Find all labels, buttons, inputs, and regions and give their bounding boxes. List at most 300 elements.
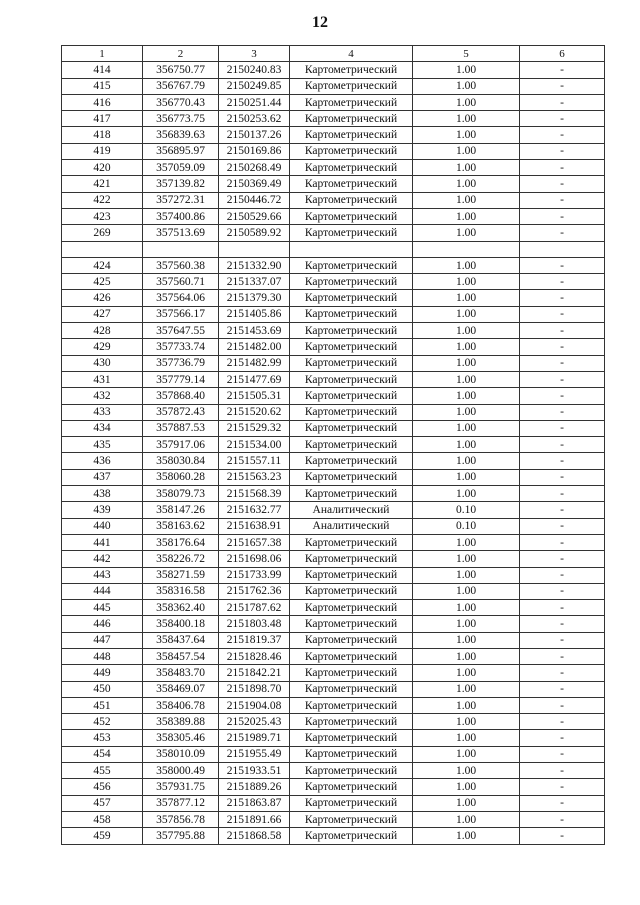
table-row [62,404,605,420]
point-number-cell: 456 [62,779,143,795]
y-coordinate-cell: 2151657.38 [219,534,290,550]
accuracy-cell: 1.00 [413,274,520,290]
x-coordinate-cell: 357272.31 [143,192,219,208]
x-coordinate-cell: 358163.62 [143,518,219,534]
accuracy-cell: 1.00 [413,616,520,632]
table-row [62,648,605,664]
x-coordinate-cell: 357868.40 [143,388,219,404]
note-cell: - [520,208,605,224]
point-number-cell: 442 [62,551,143,567]
method-cell: Картометрический [290,160,413,176]
note-cell: - [520,681,605,697]
y-coordinate-cell: 2151482.99 [219,355,290,371]
y-coordinate-cell: 2150589.92 [219,225,290,241]
method-cell: Картометрический [290,127,413,143]
note-cell: - [520,600,605,616]
table-row [62,616,605,632]
point-number-cell: 455 [62,763,143,779]
table-row [62,600,605,616]
y-coordinate-cell: 2150240.83 [219,62,290,78]
method-cell: Картометрический [290,486,413,502]
x-coordinate-cell: 357564.06 [143,290,219,306]
table-row [62,257,605,273]
y-coordinate-cell: 2151889.26 [219,779,290,795]
point-number-cell: 426 [62,290,143,306]
note-cell: - [520,746,605,762]
header-col-2: 2 [143,46,219,62]
note-cell: - [520,697,605,713]
x-coordinate-cell: 356773.75 [143,111,219,127]
accuracy-cell: 1.00 [413,420,520,436]
table-row [62,192,605,208]
table-row [62,681,605,697]
method-cell: Картометрический [290,648,413,664]
point-number-cell: 447 [62,632,143,648]
point-number-cell: 439 [62,502,143,518]
x-coordinate-cell: 357560.71 [143,274,219,290]
point-number-cell: 421 [62,176,143,192]
accuracy-cell: 1.00 [413,306,520,322]
table-row [62,208,605,224]
y-coordinate-cell: 2151405.86 [219,306,290,322]
method-cell: Картометрический [290,290,413,306]
accuracy-cell: 1.00 [413,469,520,485]
table-row [62,339,605,355]
method-cell: Картометрический [290,665,413,681]
method-cell: Картометрический [290,371,413,387]
method-cell: Картометрический [290,600,413,616]
table-row [62,78,605,94]
note-cell: - [520,127,605,143]
table-row [62,763,605,779]
accuracy-cell: 1.00 [413,714,520,730]
x-coordinate-cell: 357566.17 [143,306,219,322]
method-cell [290,241,413,257]
point-number-cell: 445 [62,600,143,616]
y-coordinate-cell: 2151863.87 [219,795,290,811]
note-cell: - [520,94,605,110]
point-number-cell: 441 [62,534,143,550]
note-cell: - [520,469,605,485]
note-cell: - [520,665,605,681]
point-number-cell: 457 [62,795,143,811]
y-coordinate-cell: 2151842.21 [219,665,290,681]
table-row [62,371,605,387]
accuracy-cell: 1.00 [413,795,520,811]
point-number-cell: 423 [62,208,143,224]
table-row [62,469,605,485]
method-cell: Картометрический [290,828,413,844]
point-number-cell: 433 [62,404,143,420]
point-number-cell: 420 [62,160,143,176]
x-coordinate-cell: 358079.73 [143,486,219,502]
x-coordinate-cell: 357400.86 [143,208,219,224]
y-coordinate-cell: 2151332.90 [219,257,290,273]
note-cell: - [520,828,605,844]
point-number-cell: 449 [62,665,143,681]
table-row [62,551,605,567]
table-row [62,306,605,322]
method-cell: Картометрический [290,811,413,827]
table-row [62,420,605,436]
note-cell: - [520,730,605,746]
note-cell: - [520,616,605,632]
y-coordinate-cell: 2151787.62 [219,600,290,616]
x-coordinate-cell: 358316.58 [143,583,219,599]
x-coordinate-cell: 357877.12 [143,795,219,811]
table-row [62,534,605,550]
point-number-cell [62,241,143,257]
point-number-cell: 419 [62,143,143,159]
method-cell: Картометрический [290,583,413,599]
x-coordinate-cell: 357647.55 [143,323,219,339]
table-row [62,779,605,795]
y-coordinate-cell: 2151933.51 [219,763,290,779]
table-row [62,502,605,518]
table-row [62,583,605,599]
method-cell: Картометрический [290,714,413,730]
y-coordinate-cell: 2151803.48 [219,616,290,632]
point-number-cell: 459 [62,828,143,844]
y-coordinate-cell: 2152025.43 [219,714,290,730]
x-coordinate-cell: 356839.63 [143,127,219,143]
x-coordinate-cell: 356770.43 [143,94,219,110]
method-cell: Картометрический [290,763,413,779]
header-col-3: 3 [219,46,290,62]
accuracy-cell: 1.00 [413,567,520,583]
accuracy-cell: 1.00 [413,551,520,567]
note-cell [520,241,605,257]
method-cell: Картометрический [290,616,413,632]
point-number-cell: 427 [62,306,143,322]
table-row [62,632,605,648]
point-number-cell: 417 [62,111,143,127]
point-number-cell: 432 [62,388,143,404]
table-row [62,143,605,159]
method-cell: Картометрический [290,534,413,550]
point-number-cell: 425 [62,274,143,290]
table-body [62,62,605,844]
accuracy-cell: 1.00 [413,371,520,387]
note-cell: - [520,306,605,322]
note-cell: - [520,192,605,208]
method-cell: Картометрический [290,78,413,94]
method-cell: Картометрический [290,274,413,290]
accuracy-cell: 1.00 [413,339,520,355]
table-row [62,828,605,844]
accuracy-cell: 1.00 [413,176,520,192]
accuracy-cell: 1.00 [413,648,520,664]
point-number-cell: 443 [62,567,143,583]
y-coordinate-cell: 2151453.69 [219,323,290,339]
method-cell: Картометрический [290,111,413,127]
accuracy-cell: 1.00 [413,632,520,648]
y-coordinate-cell [219,241,290,257]
method-cell: Картометрический [290,388,413,404]
method-cell: Картометрический [290,176,413,192]
y-coordinate-cell: 2151698.06 [219,551,290,567]
table-row [62,746,605,762]
note-cell: - [520,795,605,811]
accuracy-cell: 1.00 [413,323,520,339]
x-coordinate-cell: 356767.79 [143,78,219,94]
method-cell: Картометрический [290,420,413,436]
table-row [62,94,605,110]
note-cell: - [520,534,605,550]
point-number-cell: 431 [62,371,143,387]
table-row [62,160,605,176]
table-row [62,225,605,241]
point-number-cell: 430 [62,355,143,371]
table-row [62,388,605,404]
note-cell: - [520,502,605,518]
accuracy-cell: 1.00 [413,404,520,420]
note-cell: - [520,453,605,469]
point-number-cell: 269 [62,225,143,241]
accuracy-cell: 1.00 [413,437,520,453]
y-coordinate-cell: 2150253.62 [219,111,290,127]
accuracy-cell: 1.00 [413,763,520,779]
y-coordinate-cell: 2151477.69 [219,371,290,387]
point-number-cell: 435 [62,437,143,453]
note-cell: - [520,404,605,420]
coordinates-table [61,45,605,845]
table-row [62,567,605,583]
method-cell: Аналитический [290,518,413,534]
y-coordinate-cell: 2150369.49 [219,176,290,192]
x-coordinate-cell: 358147.26 [143,502,219,518]
point-number-cell: 422 [62,192,143,208]
x-coordinate-cell: 358000.49 [143,763,219,779]
accuracy-cell: 1.00 [413,127,520,143]
accuracy-cell: 1.00 [413,225,520,241]
table-row [62,665,605,681]
note-cell: - [520,486,605,502]
x-coordinate-cell: 358176.64 [143,534,219,550]
point-number-cell: 424 [62,257,143,273]
accuracy-cell: 1.00 [413,697,520,713]
method-cell: Картометрический [290,437,413,453]
method-cell: Картометрический [290,730,413,746]
accuracy-cell: 1.00 [413,583,520,599]
note-cell: - [520,257,605,273]
x-coordinate-cell: 358362.40 [143,600,219,616]
page-number: 12 [312,14,328,31]
accuracy-cell: 1.00 [413,665,520,681]
y-coordinate-cell: 2151337.07 [219,274,290,290]
accuracy-cell: 0.10 [413,518,520,534]
y-coordinate-cell: 2151891.66 [219,811,290,827]
y-coordinate-cell: 2151989.71 [219,730,290,746]
note-cell: - [520,225,605,241]
y-coordinate-cell: 2151563.23 [219,469,290,485]
y-coordinate-cell: 2151482.00 [219,339,290,355]
y-coordinate-cell: 2151632.77 [219,502,290,518]
table-row [62,795,605,811]
method-cell: Аналитический [290,502,413,518]
x-coordinate-cell: 358060.28 [143,469,219,485]
y-coordinate-cell: 2151520.62 [219,404,290,420]
x-coordinate-cell: 358226.72 [143,551,219,567]
accuracy-cell: 1.00 [413,600,520,616]
x-coordinate-cell: 358457.54 [143,648,219,664]
method-cell: Картометрический [290,404,413,420]
x-coordinate-cell: 356895.97 [143,143,219,159]
table-row [62,811,605,827]
table-row [62,730,605,746]
note-cell: - [520,323,605,339]
note-cell: - [520,78,605,94]
note-cell: - [520,388,605,404]
x-coordinate-cell [143,241,219,257]
x-coordinate-cell: 358437.64 [143,632,219,648]
note-cell: - [520,339,605,355]
y-coordinate-cell: 2151529.32 [219,420,290,436]
point-number-cell: 440 [62,518,143,534]
x-coordinate-cell: 358010.09 [143,746,219,762]
method-cell: Картометрический [290,697,413,713]
accuracy-cell: 1.00 [413,355,520,371]
point-number-cell: 436 [62,453,143,469]
accuracy-cell: 1.00 [413,746,520,762]
table-row [62,355,605,371]
table-header-row [62,46,605,62]
accuracy-cell: 1.00 [413,681,520,697]
point-number-cell: 451 [62,697,143,713]
header-col-4: 4 [290,46,413,62]
note-cell: - [520,779,605,795]
point-number-cell: 458 [62,811,143,827]
y-coordinate-cell: 2150251.44 [219,94,290,110]
y-coordinate-cell: 2151898.70 [219,681,290,697]
note-cell: - [520,648,605,664]
x-coordinate-cell: 357887.53 [143,420,219,436]
accuracy-cell: 1.00 [413,388,520,404]
accuracy-cell: 1.00 [413,208,520,224]
point-number-cell: 416 [62,94,143,110]
method-cell: Картометрический [290,306,413,322]
method-cell: Картометрический [290,795,413,811]
note-cell: - [520,290,605,306]
point-number-cell: 437 [62,469,143,485]
accuracy-cell: 1.00 [413,160,520,176]
x-coordinate-cell: 358406.78 [143,697,219,713]
accuracy-cell [413,241,520,257]
x-coordinate-cell: 357560.38 [143,257,219,273]
method-cell: Картометрический [290,62,413,78]
method-cell: Картометрический [290,225,413,241]
x-coordinate-cell: 358271.59 [143,567,219,583]
point-number-cell: 414 [62,62,143,78]
table-row [62,62,605,78]
x-coordinate-cell: 358030.84 [143,453,219,469]
method-cell: Картометрический [290,551,413,567]
y-coordinate-cell: 2151568.39 [219,486,290,502]
point-number-cell: 446 [62,616,143,632]
x-coordinate-cell: 357513.69 [143,225,219,241]
point-number-cell: 450 [62,681,143,697]
y-coordinate-cell: 2151733.99 [219,567,290,583]
y-coordinate-cell: 2151828.46 [219,648,290,664]
accuracy-cell: 1.00 [413,143,520,159]
point-number-cell: 415 [62,78,143,94]
accuracy-cell: 1.00 [413,290,520,306]
table-row [62,486,605,502]
x-coordinate-cell: 356750.77 [143,62,219,78]
method-cell: Картометрический [290,339,413,355]
point-number-cell: 438 [62,486,143,502]
method-cell: Картометрический [290,779,413,795]
method-cell: Картометрический [290,355,413,371]
table-row [62,290,605,306]
accuracy-cell: 1.00 [413,534,520,550]
point-number-cell: 428 [62,323,143,339]
x-coordinate-cell: 357059.09 [143,160,219,176]
note-cell: - [520,160,605,176]
point-number-cell: 444 [62,583,143,599]
accuracy-cell: 1.00 [413,94,520,110]
accuracy-cell: 1.00 [413,192,520,208]
method-cell: Картометрический [290,746,413,762]
method-cell: Картометрический [290,143,413,159]
note-cell: - [520,567,605,583]
y-coordinate-cell: 2151762.36 [219,583,290,599]
x-coordinate-cell: 358305.46 [143,730,219,746]
header-col-1: 1 [62,46,143,62]
table-row [62,714,605,730]
x-coordinate-cell: 357779.14 [143,371,219,387]
table-row [62,518,605,534]
y-coordinate-cell: 2150137.26 [219,127,290,143]
accuracy-cell: 1.00 [413,828,520,844]
header-col-5: 5 [413,46,520,62]
point-number-cell: 453 [62,730,143,746]
note-cell: - [520,551,605,567]
accuracy-cell: 1.00 [413,730,520,746]
table-row [62,437,605,453]
accuracy-cell: 1.00 [413,779,520,795]
x-coordinate-cell: 358400.18 [143,616,219,632]
method-cell: Картометрический [290,208,413,224]
method-cell: Картометрический [290,632,413,648]
x-coordinate-cell: 358389.88 [143,714,219,730]
x-coordinate-cell: 357795.88 [143,828,219,844]
x-coordinate-cell: 357931.75 [143,779,219,795]
table-row [62,697,605,713]
accuracy-cell: 1.00 [413,453,520,469]
note-cell: - [520,811,605,827]
x-coordinate-cell: 357733.74 [143,339,219,355]
note-cell: - [520,583,605,599]
point-number-cell: 454 [62,746,143,762]
note-cell: - [520,62,605,78]
table-row [62,323,605,339]
method-cell: Картометрический [290,192,413,208]
y-coordinate-cell: 2151819.37 [219,632,290,648]
note-cell: - [520,437,605,453]
y-coordinate-cell: 2150268.49 [219,160,290,176]
note-cell: - [520,518,605,534]
note-cell: - [520,274,605,290]
note-cell: - [520,420,605,436]
y-coordinate-cell: 2150169.86 [219,143,290,159]
table-row [62,453,605,469]
y-coordinate-cell: 2151638.91 [219,518,290,534]
y-coordinate-cell: 2151557.11 [219,453,290,469]
y-coordinate-cell: 2151868.58 [219,828,290,844]
point-number-cell: 429 [62,339,143,355]
note-cell: - [520,176,605,192]
